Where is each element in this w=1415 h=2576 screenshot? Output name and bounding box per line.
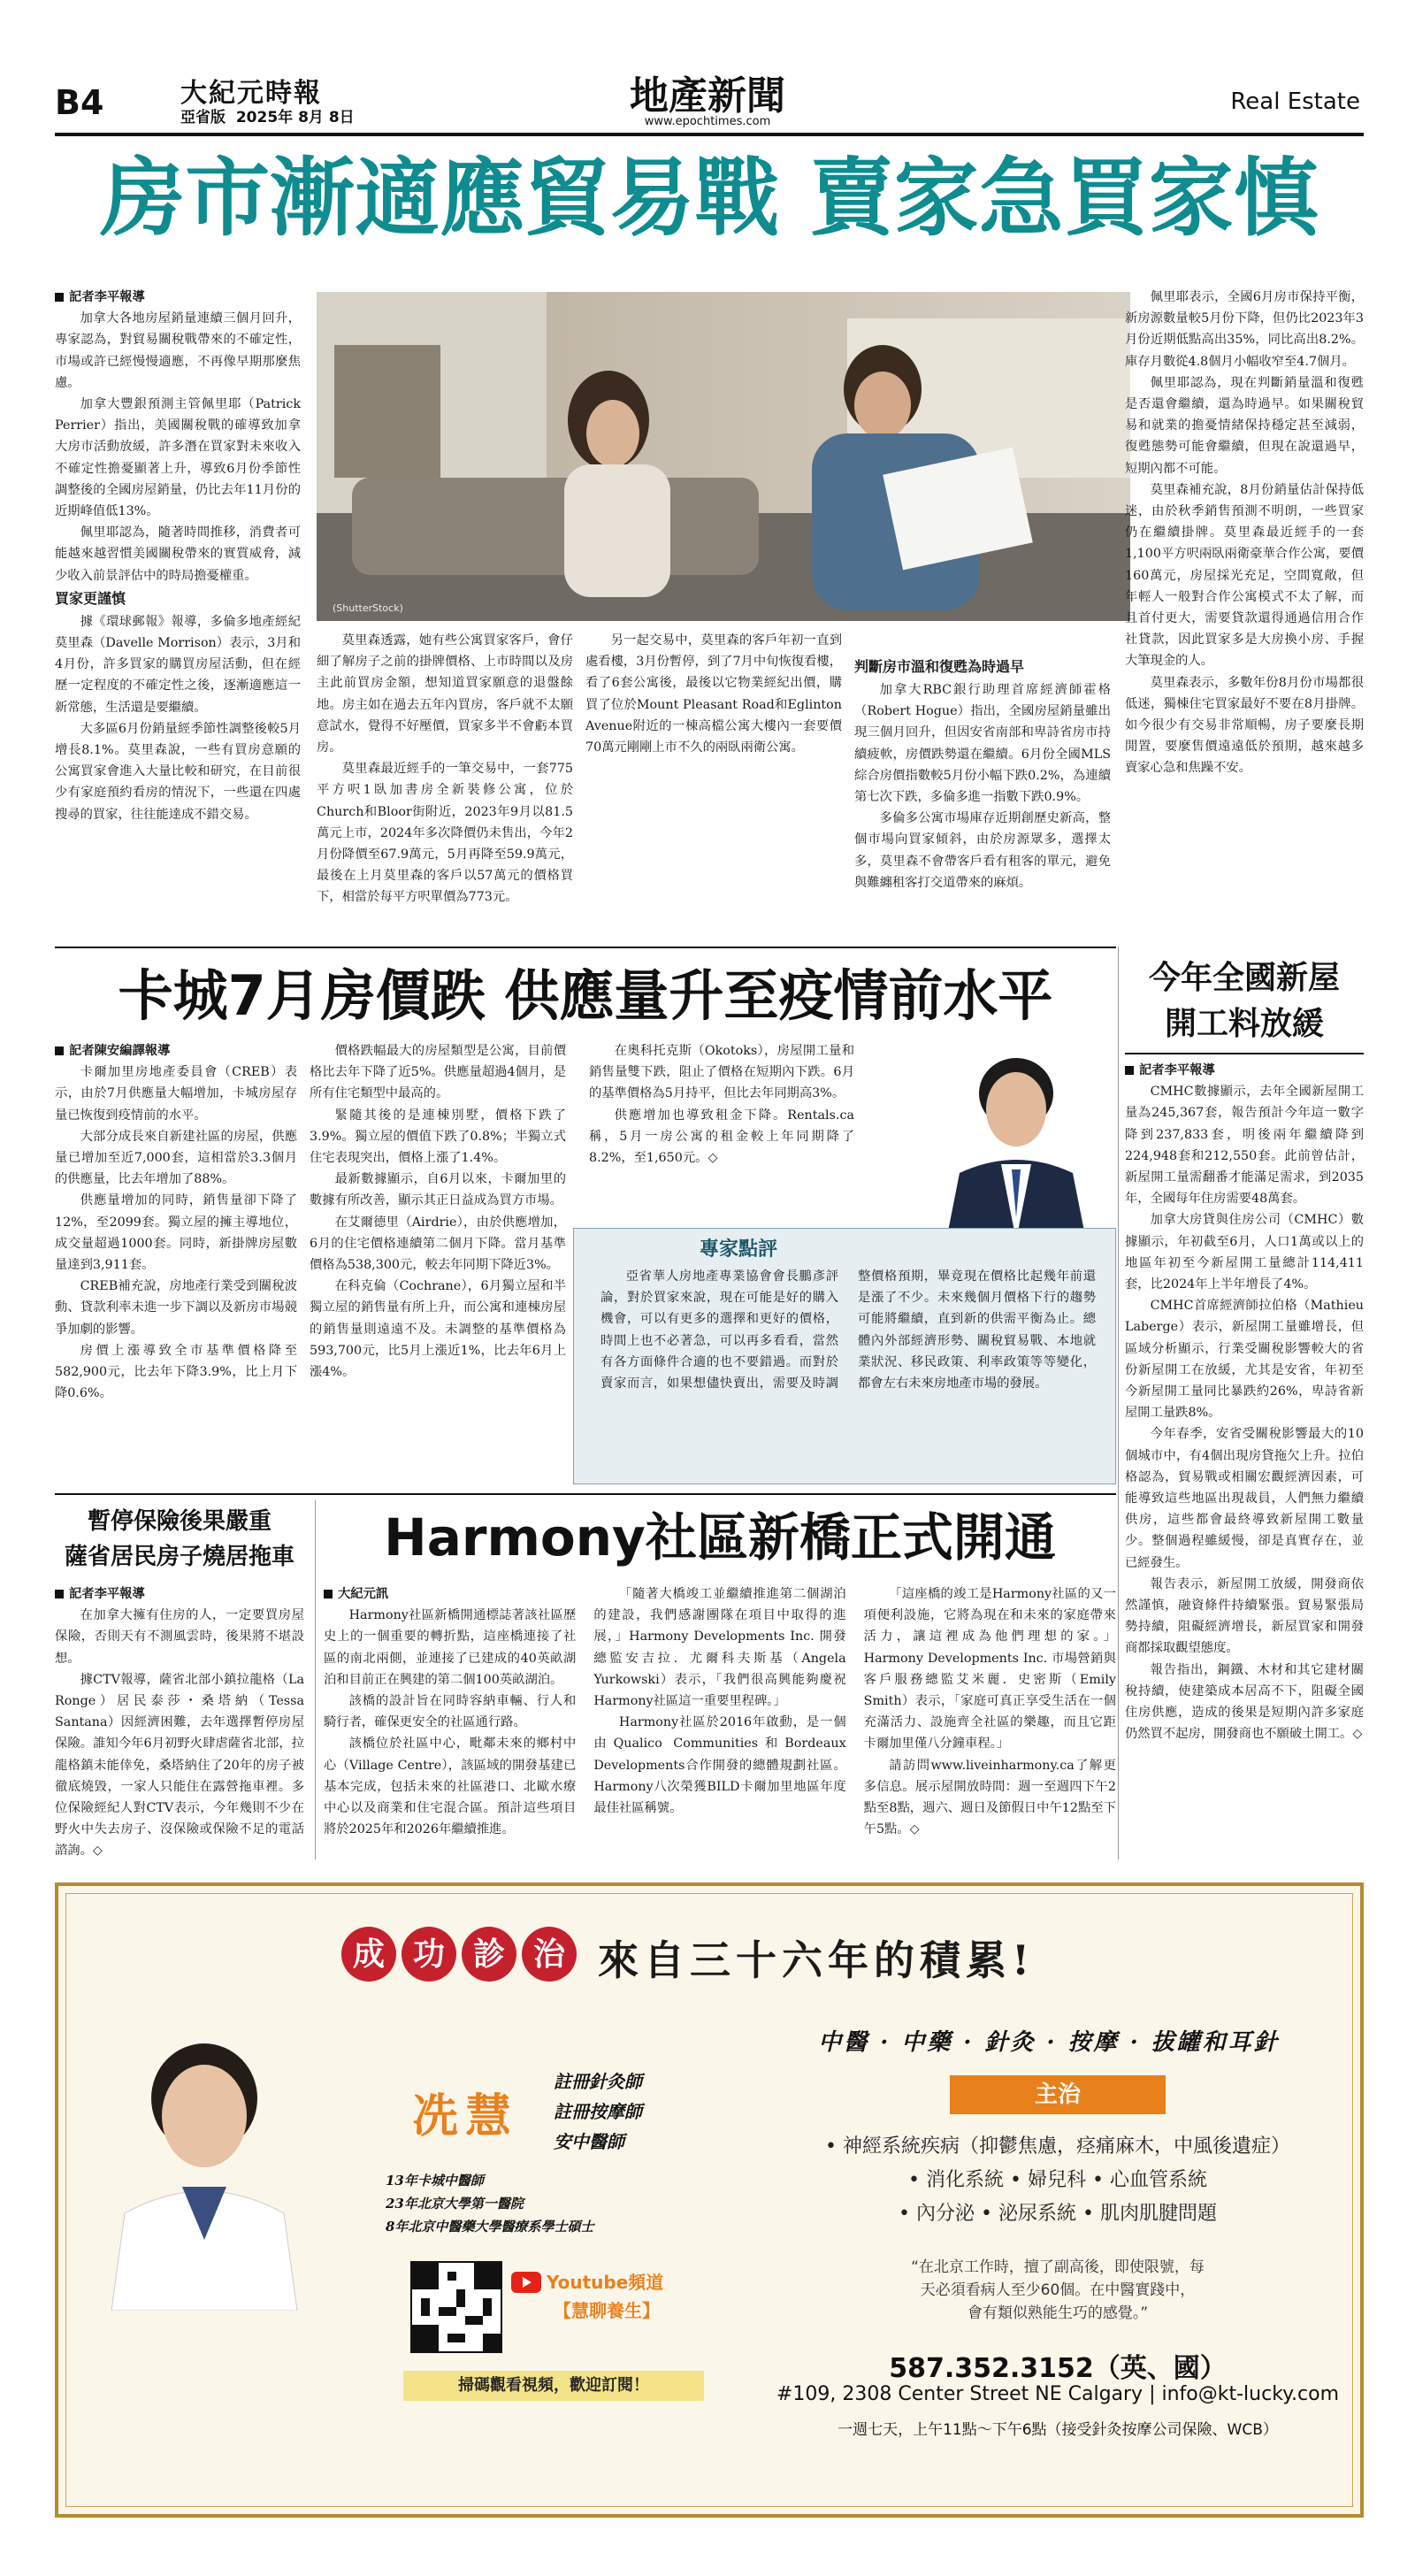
paragraph: 最新數據顯示，自6月以來，卡爾加里的數據有所改善，顯示其正日益成為買方市場。	[310, 1172, 566, 1208]
article1-col1	[55, 287, 301, 825]
edition: 亞省版	[180, 109, 226, 126]
doctor-credentials	[386, 2169, 593, 2238]
article2-headline: 卡城7月房價跌 供應量升至疫情前水平	[118, 963, 1053, 1028]
testimonial-quote	[801, 2256, 1314, 2325]
paragraph: 莫里森最近經手的一筆交易中，一套775平方呎1臥加書房全新裝修公寓，位於Church和Bloor街附近，2023年9月以81.5萬元上市，2024年多次降價仍未售出，今年2月份降價至67.9萬元，5月再降至59.9萬元，最後在上月莫里森的客戶以57萬元的價格買下，相當於每平方呎單價為773元。	[317, 762, 573, 905]
paragraph: 「這座橋的竣工是Harmony社區的又一項便利設施，它將為現在和未來的家庭帶來活力，讓這裡成為他們理想的家。」Harmony Developments Inc. 市場營銷與客戶服務總監艾米麗．史密斯（Emily Smith）表示，「家庭可真正享受生活在一個充滿活力、設施齊全社區的樂趣，而且它距卡爾加里僅八分鐘車程。」	[863, 1587, 1116, 1752]
paragraph: 價格跌幅最大的房屋類型是公寓，目前價格比去年下降了近5%。供應量超過4個月，是所有住宅類型中最高的。	[310, 1044, 566, 1101]
paragraph: CMHC數據顯示，去年全國新屋開工量為245,367套，報告預計今年這一數字降到237,833套，明後兩年繼續降到224,948套和212,550套。此前曾估計，新屋開工量需翻番才能滿足需求，到2035年，全國每年住房需要48萬套。	[1125, 1085, 1364, 1207]
article1-subhead2: 判斷房市溫和復甦為時過早	[854, 658, 1025, 675]
youtube-icon[interactable]	[511, 2272, 541, 2293]
doctor-photo	[94, 2019, 315, 2311]
article1-photo	[317, 292, 1130, 621]
date: 2025年 8月 8日	[235, 109, 355, 126]
article1-col3	[585, 630, 842, 941]
address-email[interactable]: #109, 2308 Center Street NE Calgary | info@kt-lucky.com	[776, 2383, 1340, 2405]
paragraph: 在加拿大擁有住房的人，一定要買房屋保險，否則天有不測風雲時，後果將不堪設想。	[55, 1608, 304, 1666]
phone-number[interactable]: 587.352.3152（英、國）	[889, 2353, 1227, 2384]
paragraph: 佩里耶認為，現在判斷銷量溫和復甦是否還會繼續，還為時過早。如果關稅貿易和就業的擔憂情緒保持穩定甚至減弱，復甦態勢可能會繼續，但現在說還過早，短期內都不可能。	[1125, 375, 1364, 476]
quote-line: “在北京工作時，擅了副高後，即使限號，每	[911, 2258, 1205, 2276]
article4-col	[55, 1583, 304, 1859]
article4-headline-line1: 暫停保險後果嚴重	[87, 1508, 272, 1535]
expert-text: 亞省華人房地產專業協會會長鵬彥評論，對於買家來說，現在可能是好的購入機會，可以有更多的選擇和更好的價格，時間上也不必著急，可以再多看看，當然有各方面條件合適的也不要錯過。而對於賣家而言，如果想儘快賣出，需要及時調整價格預期，畢竟現在價格比起幾年前還是漲了不少。未來幾個月價格下行的趨勢可能將繼續，直到新的供需平衡為止。總體內外部經濟形勢、關稅貿易戰、本地就業狀況、移民政策、利率政策等等變化，都會左右未來房地產市場的發展。	[600, 1269, 1096, 1392]
business-hours: 一週七天，上午11點～下午6點（接受針灸按摩公司保險、WCB）	[838, 2421, 1278, 2439]
paragraph: 在奧科托克斯（Okotoks），房屋開工量和銷售量雙下跌，阻止了價格在短期內下跌。6月的基準價格為5月持平，但比去年同期高3%。	[589, 1044, 854, 1101]
paper-name: 大紀元時報	[180, 78, 322, 109]
qr-code[interactable]	[410, 2261, 502, 2353]
qr-code-icon	[412, 2263, 501, 2351]
ad-seal-char: 功	[402, 1927, 456, 1982]
article1-col5	[1125, 287, 1364, 941]
play-icon	[511, 2272, 541, 2293]
paragraph: 大部分成長來自新建社區的房屋，供應量已增加至近7,000套，這相當於3.3個月的供應量，比去年增加了88%。	[55, 1129, 297, 1187]
website: www.epochtimes.com	[644, 115, 771, 128]
section-title-en: Real Estate	[1230, 88, 1360, 115]
treat-line: • 內分泌 • 泌尿系統 • 肌肉肌腱問題	[899, 2203, 1217, 2225]
paragraph: 在艾爾德里（Airdrie），由於供應增加，6月的住宅價格連續第二個月下降。當月基準價格為538,300元，較去年同期下降近3%。	[310, 1215, 566, 1273]
treat-list	[784, 2130, 1332, 2231]
article1-col2	[317, 630, 573, 941]
paragraph: 供應增加也導致租金下降。Rentals.ca稱，5月一房公寓的租金較上年同期降了8.2%，至1,650元。◇	[589, 1108, 854, 1166]
expert-box	[573, 1228, 1116, 1484]
doctor-title: 註冊按摩師	[554, 2101, 642, 2122]
divider	[1125, 1053, 1364, 1054]
paragraph: 今年春季，安省受關稅影響最大的10個城市中，有4個出現房貸拖欠上升。拉伯格認為，貿易戰或相關宏觀經濟因素，可能導致這些地區出現裁員，人們無力繼續供房，這些都會最終導致新屋開工數量少。整個過程雖緩慢，卻是真實存在，並已經發生。	[1125, 1427, 1364, 1570]
expert-portrait-illustration	[920, 1040, 1113, 1240]
article1-headline: 房市漸適應貿易戰 賣家急買家慎	[100, 149, 1319, 248]
ad-seal-char: 治	[522, 1927, 577, 1982]
photo-credit: (ShutterStock)	[333, 602, 403, 614]
article5-headline: Harmony社區新橋正式開通	[384, 1507, 1056, 1568]
article2-col3	[589, 1040, 854, 1223]
paragraph: 據《環球郵報》報導，多倫多地產經紀莫里森（Davelle Morrison）表示，3月和4月份，許多買家的購買房屋活動，但在經歷一定程度的不確定性之後，逐漸適應這一新常態，生活還是要繼續。	[55, 614, 301, 715]
credential: 8年北京中醫藥大學醫療系學士碩士	[386, 2219, 594, 2235]
article4-byline: 記者李平報導	[55, 1583, 304, 1605]
paragraph: 莫里森補充說，8月份銷量估計保持低迷，由於秋季銷售預測不明朗，一些買家仍在繼續掛牌。莫里森最近經手的一套1,100平方呎兩臥兩衛豪華合作公寓，要價160萬元，房屋採光充足，空間寬敞，但年輕人一般對合作公寓模式不太了解，而且首付更大，需要貸款還得通過信用合作社貸款，因此買家多是大房換小房、手握大筆現金的人。	[1125, 482, 1364, 669]
article3-headline-line1: 今年全國新屋	[1148, 960, 1340, 996]
article3-col	[1125, 1060, 1364, 1859]
treat-line: • 神經系統疾病（抑鬱焦慮，痉痛麻木，中風後遺症）	[825, 2135, 1290, 2158]
paragraph: 加拿大房貸與住房公司（CMHC）數據顯示，年初截至6月，人口1萬或以上的地區年初至今新屋開工量總計114,411套，比2024年上半年增長了4%。	[1125, 1213, 1364, 1292]
article2-col1	[55, 1040, 297, 1491]
paragraph: 莫里森表示，多數年份8月份市場都很低迷，獨棟住宅買家最好不要在8月掛牌。如今很少有交易非常順暢，房子要麼長期閒置，要麼售價遠遠低於預期，越來越多賣家心急和焦躁不安。	[1125, 675, 1364, 776]
paragraph: 佩里耶表示，全國6月房市保持平衡，新房源數量較5月份下降，但仍比2023年3月份近期低點高出35%，同比高出8.2%。庫存月數從4.8個月小幅收窄至4.7個月。	[1125, 290, 1364, 369]
paragraph: CREB補充說，房地產行業受到關稅波動、貸款利率未進一步下調以及新房市場競爭加劇的影響。	[55, 1279, 297, 1337]
divider	[55, 1493, 1116, 1495]
doctor-portrait-illustration	[94, 2019, 315, 2311]
article1-byline: 記者李平報導	[55, 287, 301, 308]
youtube-label: Youtube頻道	[547, 2272, 664, 2293]
divider	[315, 1500, 316, 1859]
paragraph: 報告指出，鋼鐵、木材和其它建材關稅持續，使建築成本居高不下，阻礙全國住房供應，造成的後果是短期內許多家庭仍然買不起房，開發商也不願破土開工。◇	[1125, 1662, 1364, 1742]
article3-headline-line2: 開工料放緩	[1164, 1006, 1324, 1042]
article2-col2	[310, 1040, 566, 1491]
credential: 23年北京大學第一醫院	[386, 2196, 524, 2212]
paragraph: 「隨著大橋竣工並繼續推進第二個湖泊的建設，我們感謝團隊在項目中取得的進展，」Harmony Developments Inc. 開發總監安吉拉．尤爾科夫斯基（Angela Yurkowski）表示，「我們很高興能夠慶祝Harmony社區這一重要里程碑。」	[593, 1587, 846, 1709]
paragraph: 緊隨其後的是連棟別墅，價格下跌了3.9%。獨立屋的價值下跌了0.8%；半獨立式住宅表現突出，價格上漲了1.4%。	[310, 1108, 566, 1166]
article4-headline	[55, 1504, 304, 1575]
credential: 13年卡城中醫師	[386, 2173, 484, 2189]
paragraph: CMHC首席經濟師拉伯格（Mathieu Laberge）表示，新屋開工量雖增長，但區域分析顯示，行業受關稅影響較大的省份新屋開工在放緩，尤其是安省，年初至今新屋開工量同比暴跌約26%，卑詩省新屋開工量跌8%。	[1125, 1299, 1364, 1421]
article5-body	[324, 1583, 1116, 1859]
paragraph: 加拿大RBC銀行助理首席經濟師霍格（Robert Hogue）指出，全國房屋銷量雖出現三個月回升，但因安省南部和卑詩省房市持續疲軟，房價跌勢還在繼續。6月份全國MLS綜合房價指數較5月份小幅下跌0.2%，為連續第七次下跌，多倫多進一指數下跌0.9%。	[854, 683, 1111, 805]
scan-banner: 掃碼觀看視頻，歡迎訂閱！	[403, 2371, 704, 2401]
article1-subhead1: 買家更謹慎	[55, 589, 126, 607]
services-line: 中醫 · 中藥 · 針灸 · 按摩 · 拔罐和耳針	[818, 2029, 1280, 2056]
paragraph: 供應量增加的同時，銷售量卻下降了12%，至2099套。獨立屋的擁主導地位，成交量超過1000套。同時，新掛牌房屋數量達到3,911套。	[55, 1193, 297, 1273]
paragraph: 報告表示，新屋開工放緩，開發商依然謹慎，融資條件持續緊張。貿易緊張局勢持續，阻礙經濟增長，新屋買家和開發商都採取觀望態度。	[1125, 1576, 1364, 1656]
paragraph: 據CTV報導，薩省北部小鎮拉龍格（La Ronge）居民泰莎・桑塔納（Tessa Santana）因經濟困難，去年選擇暫停房屋保險。誰知今年6月初野火肆虐薩省北部，拉龍格鎮未能倖免，桑塔納住了20年的房子被徹底燒毀，一家人只能住在露營拖車裡。多位保險經紀人對CTV表示，今年幾則不少在野火中失去房子、沒保險或保險不足的電話諮詢。◇	[55, 1672, 304, 1859]
doctor-title: 註冊針灸師	[554, 2071, 642, 2092]
paragraph: 卡爾加里房地產委員會（CREB）表示，由於7月供應量大幅增加，卡城房屋存量已恢復到疫情前的水平。	[55, 1065, 297, 1123]
treat-line: • 消化系統 • 婦兒科 • 心血管系統	[908, 2169, 1207, 2191]
page-number: B4	[55, 83, 104, 122]
paragraph: 請訪問www.liveinharmony.ca了解更多信息。展示屋開放時間：週一至週四下午2點至8點，週六、週日及節假日中午12點至下午5點。◇	[863, 1758, 1116, 1837]
couple-photo-illustration	[317, 292, 1130, 621]
paragraph: Harmony社區新橋開通標誌著該社區歷史上的一個重要的轉折點，這座橋連接了社區的南北兩側，並連接了已建成的40英畝湖泊和目前正在興建的第二個100英畝湖泊。	[324, 1608, 577, 1687]
tcm-clinic-ad	[55, 1882, 1364, 2518]
doctor-name: 冼慧	[412, 2089, 519, 2143]
expert-photo	[920, 1040, 1113, 1240]
treat-label: 主治	[950, 2075, 1166, 2114]
paragraph: 加拿大豐銀預測主管佩里耶（Patrick Perrier）指出，美國關稅戰的確導致加拿大房市活動放緩，許多潛在買家對未來收入不確定性擔憂顯著上升，導致6月份季節性調整後的全國房屋銷量，仍比去年11月份的近期峰值低13%。	[55, 397, 301, 519]
paragraph: 該橋位於社區中心，毗鄰未來的鄉村中心（Village Centre），該區域的開發基建已基本完成，包括未來的社區港口、北歐水療中心以及商業和住宅混合區。預計這些項目將於2025年和2026年繼續推進。	[324, 1736, 577, 1837]
article5-byline: 大紀元訊	[324, 1583, 576, 1605]
header-rule	[55, 133, 1364, 136]
divider	[1118, 947, 1119, 1859]
ad-seal-char: 診	[462, 1927, 516, 1982]
paragraph: 房價上漲導致全市基準價格降至582,900元，比去年下降3.9%，比上月下降0.6%。	[55, 1343, 297, 1401]
paragraph: 加拿大各地房屋銷量連續三個月回升，專家認為，對貿易關稅戰帶來的不確定性，市場或許已經慢慢適應，不再像早期那麼焦慮。	[55, 311, 301, 390]
youtube-channel: 【慧聊養生】	[554, 2300, 660, 2321]
paragraph: 另一起交易中，莫里森的客戶年初一直到處看樓，3月份暫停，到了7月中旬恢復看樓，看了6套公寓後，最後以它物業經紀出價，購買了位於Mount Pleasant Road和Eglinton Avenue附近的一棟高檔公寓大樓內一套要價70萬元剛剛上市不久的兩臥兩衛公寓。	[585, 633, 842, 755]
article3-byline: 記者李平報導	[1125, 1060, 1364, 1081]
paragraph: 該橋的設計旨在同時容納車輛、行人和騎行者，確保更安全的社區通行路。	[324, 1694, 577, 1730]
paragraph: 佩里耶認為，隨著時間推移，消費者可能越來越習慣美國關稅帶來的實質威脅，減少收入前景評估中的時局擔憂權重。	[55, 525, 301, 583]
article2-byline: 記者陳安編譯報導	[55, 1040, 297, 1062]
doctor-title: 安中醫師	[554, 2131, 624, 2152]
paragraph: Harmony社區於2016年啟動，是一個由Qualico Communities和Bordeaux Developments合作開發的總體規劃社區。Harmony八次榮獲BILD卡爾加里地區年度最佳社區稱號。	[593, 1715, 846, 1816]
paragraph: 多倫多公寓市場庫存近期創歷史新高，整個市場向買家傾斜，由於房源眾多，選擇太多，莫里森不會帶客戶看有租客的單元，避免與難纏租客打交道帶來的麻煩。	[854, 811, 1111, 890]
section-title-cn: 地產新聞	[630, 73, 785, 119]
paragraph: 在科克倫（Cochrane），6月獨立屋和半獨立屋的銷售量有所上升，而公寓和連棟房屋的銷售量則遠遠不及。未調整的基準價格為593,700元，比5月上漲近1%，比去年6月上漲4%。	[310, 1279, 566, 1380]
expert-title: 專家點評	[700, 1238, 778, 1261]
article3-headline	[1125, 955, 1364, 1047]
paragraph: 大多區6月份銷量經季節性調整後較5月增長8.1%。莫里森說，一些有買房意願的公寓買家會進入大量比較和研究，在目前很少有家庭預約看房的情況下，一些還在四處搜尋的買家，往往能達成不錯交易。	[55, 721, 301, 822]
article4-headline-line2: 薩省居民房子燒居拖車	[64, 1544, 294, 1570]
doctor-titles	[554, 2066, 642, 2157]
ad-seal-char: 成	[341, 1927, 396, 1982]
quote-line: 會有類似熟能生巧的感覺。”	[967, 2304, 1149, 2322]
quote-line: 天必須看病人至少60個。在中醫實踐中，	[920, 2281, 1196, 2299]
divider	[55, 947, 1116, 948]
edition-date	[180, 104, 355, 126]
paragraph: 莫里森透露，她有些公寓買家客戶，會仔細了解房子之前的掛牌價格、上市時間以及房主此前買房金額，想知道買家願意的退盤餘地。房主如在過去五年內買房，客戶就不太願意試水，覺得不好壓價，買家多半不會虧本買房。	[317, 633, 573, 755]
ad-slogan: 來自三十六年的積累!	[598, 1936, 1036, 1984]
article1-col4	[854, 655, 1111, 941]
